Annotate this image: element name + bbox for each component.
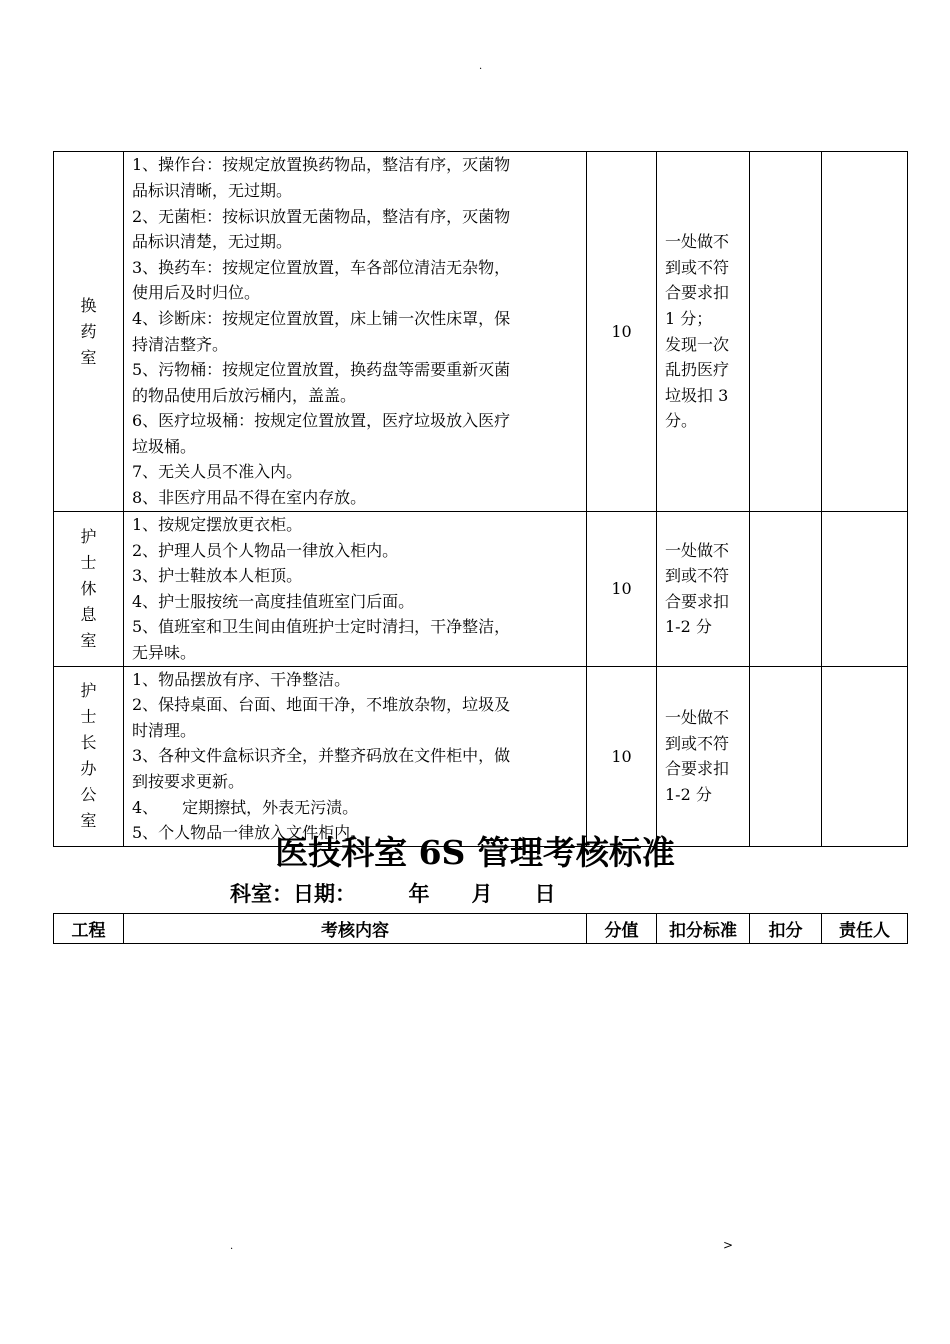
header-deduction: 扣分: [750, 914, 822, 944]
header-deduction-standard: 扣分标准: [657, 914, 750, 944]
bottom-right-page-mark: >: [723, 1238, 734, 1252]
score-cell: 10: [587, 152, 657, 512]
deduction-cell: [750, 666, 822, 846]
owner-cell: [822, 152, 908, 512]
area-cell: 护士休息室: [54, 512, 124, 667]
score-cell: 10: [587, 666, 657, 846]
table-row: [54, 666, 908, 846]
header-item: 工程: [54, 914, 124, 944]
deduction-standard-cell: 一处做不 到或不符 合要求扣 1-2 分: [657, 512, 750, 667]
department-date-line: 科室：日期： 年 月 日: [230, 881, 556, 906]
area-cell: 换药室: [54, 152, 124, 512]
owner-cell: [822, 512, 908, 667]
deduction-cell: [750, 152, 822, 512]
header-owner: 责任人: [822, 914, 908, 944]
area-cell: 护士长办公室: [54, 666, 124, 846]
header-table: [53, 913, 908, 944]
header-row: [54, 914, 908, 944]
bottom-left-page-mark: .: [230, 1241, 234, 1252]
header-score: 分值: [587, 914, 657, 944]
table-row: [54, 152, 908, 512]
header-content: 考核内容: [124, 914, 587, 944]
page-title: 医技科室 6S 管理考核标准: [275, 833, 675, 872]
assessment-table: [53, 151, 908, 847]
deduction-cell: [750, 512, 822, 667]
table-row: [54, 512, 908, 667]
top-page-mark: .: [479, 61, 483, 72]
score-cell: 10: [587, 512, 657, 667]
content-cell: 1、操作台：按规定放置换药物品，整洁有序，灭菌物 品标识清晰，无过期。 2、无菌柜：按标识放置无菌物品，整洁有序，灭菌物 品标识清楚，无过期。 3、换药车：按规定位置放置，车各部位清洁无杂物， 使用后及时归位。 4、诊断床：按规定位置放置，床上铺一次性床罩，保 持清洁整齐。 5、污物桶：按规定位置放置，换药盘等需要重新灭菌 的物品使用后放污桶内，盖盖。 6、医疗垃圾桶：按规定位置放置，医疗垃圾放入医疗 垃圾桶。 7、无关人员不准入内。 8、非医疗用品不得在室内存放。: [124, 152, 587, 512]
content-cell: 1、物品摆放有序、干净整洁。 2、保持桌面、台面、地面干净，不堆放杂物，垃圾及 时清理。 3、各种文件盒标识齐全，并整齐码放在文件柜中，做 到按要求更新。 4、 定期擦拭，外表无污渍。 5、个人物品一律放入文件柜内。: [124, 666, 587, 846]
deduction-standard-cell: 一处做不 到或不符 合要求扣 1 分； 发现一次 乱扔医疗 垃圾扣 3 分。: [657, 152, 750, 512]
deduction-standard-cell: 一处做不 到或不符 合要求扣 1-2 分: [657, 666, 750, 846]
content-cell: 1、按规定摆放更衣柜。 2、护理人员个人物品一律放入柜内。 3、护士鞋放本人柜顶。 4、护士服按统一高度挂值班室门后面。 5、值班室和卫生间由值班护士定时清扫，干净整洁， 无异味。: [124, 512, 587, 667]
owner-cell: [822, 666, 908, 846]
